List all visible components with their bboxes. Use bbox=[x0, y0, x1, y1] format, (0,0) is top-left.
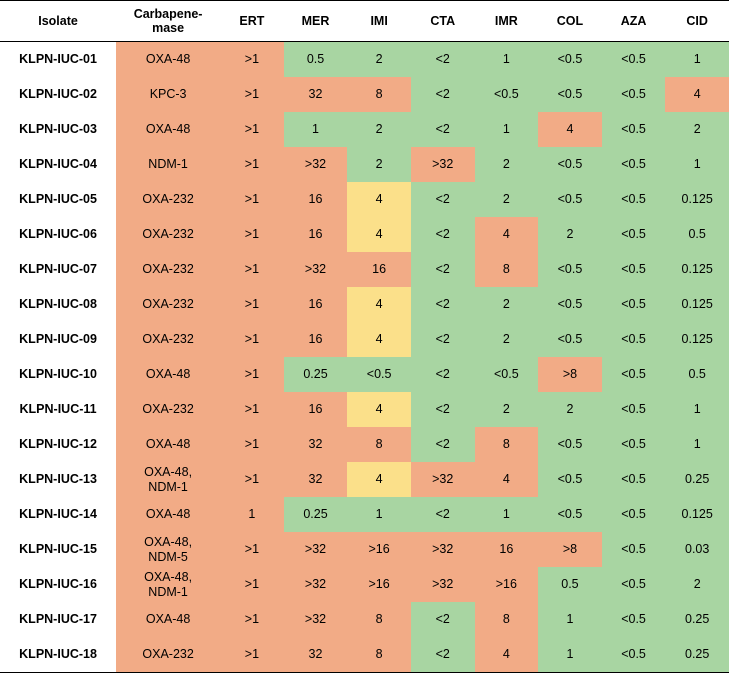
mic-cell-imr: 2 bbox=[475, 392, 539, 427]
isolate-cell: KLPN-IUC-18 bbox=[0, 637, 116, 673]
isolate-cell: KLPN-IUC-04 bbox=[0, 147, 116, 182]
mic-cell-cid: 0.5 bbox=[665, 217, 729, 252]
mic-cell-imi: 1 bbox=[347, 497, 411, 532]
mic-cell-ert: >1 bbox=[220, 287, 284, 322]
mic-cell-cid: 2 bbox=[665, 567, 729, 602]
mic-cell-cid: 0.25 bbox=[665, 602, 729, 637]
carbapenemase-cell: NDM-1 bbox=[116, 147, 220, 182]
carbapenemase-label-line2: mase bbox=[152, 21, 185, 35]
mic-cell-cid: 1 bbox=[665, 147, 729, 182]
table-row bbox=[0, 112, 729, 147]
mic-cell-cta: <2 bbox=[411, 287, 475, 322]
mic-cell-col: <0.5 bbox=[538, 147, 602, 182]
mic-cell-ert: >1 bbox=[220, 427, 284, 462]
mic-cell-mer: 32 bbox=[284, 637, 348, 673]
carbapenemase-cell bbox=[116, 532, 220, 567]
mic-cell-ert: >1 bbox=[220, 147, 284, 182]
mic-cell-imi: 4 bbox=[347, 322, 411, 357]
mic-cell-imi: 4 bbox=[347, 462, 411, 497]
mic-cell-imr: 2 bbox=[475, 287, 539, 322]
mic-cell-aza: <0.5 bbox=[602, 147, 666, 182]
table-row bbox=[0, 567, 729, 602]
mic-cell-ert: >1 bbox=[220, 602, 284, 637]
carbapenemase-cell: OXA-232 bbox=[116, 182, 220, 217]
mic-cell-imr: 8 bbox=[475, 252, 539, 287]
mic-cell-imr: <0.5 bbox=[475, 77, 539, 112]
mic-cell-mer: 1 bbox=[284, 112, 348, 147]
mic-cell-cta: <2 bbox=[411, 112, 475, 147]
column-header-mer: MER bbox=[284, 1, 348, 42]
mic-cell-aza: <0.5 bbox=[602, 532, 666, 567]
mic-cell-ert: >1 bbox=[220, 322, 284, 357]
mic-cell-col: <0.5 bbox=[538, 427, 602, 462]
mic-cell-ert: >1 bbox=[220, 357, 284, 392]
mic-cell-aza: <0.5 bbox=[602, 392, 666, 427]
mic-cell-imi: 8 bbox=[347, 637, 411, 673]
mic-cell-imi: 8 bbox=[347, 427, 411, 462]
mic-cell-ert: >1 bbox=[220, 217, 284, 252]
isolate-cell: KLPN-IUC-10 bbox=[0, 357, 116, 392]
mic-cell-imi: >16 bbox=[347, 532, 411, 567]
isolate-cell: KLPN-IUC-06 bbox=[0, 217, 116, 252]
table-header bbox=[0, 1, 729, 42]
carbapenemase-cell: OXA-48 bbox=[116, 42, 220, 78]
mic-cell-aza: <0.5 bbox=[602, 602, 666, 637]
mic-cell-imr: <0.5 bbox=[475, 357, 539, 392]
mic-cell-aza: <0.5 bbox=[602, 112, 666, 147]
mic-cell-col: <0.5 bbox=[538, 42, 602, 78]
mic-cell-ert: 1 bbox=[220, 497, 284, 532]
mic-cell-col: <0.5 bbox=[538, 322, 602, 357]
mic-cell-aza: <0.5 bbox=[602, 182, 666, 217]
mic-cell-imi: >16 bbox=[347, 567, 411, 602]
mic-cell-cta: <2 bbox=[411, 42, 475, 78]
mic-cell-cta: <2 bbox=[411, 602, 475, 637]
mic-cell-col: <0.5 bbox=[538, 77, 602, 112]
column-header-cta: CTA bbox=[411, 1, 475, 42]
mic-cell-cta: >32 bbox=[411, 532, 475, 567]
mic-cell-cta: <2 bbox=[411, 637, 475, 673]
column-header-col: COL bbox=[538, 1, 602, 42]
table-row bbox=[0, 602, 729, 637]
mic-cell-ert: >1 bbox=[220, 637, 284, 673]
isolate-cell: KLPN-IUC-01 bbox=[0, 42, 116, 78]
mic-cell-aza: <0.5 bbox=[602, 322, 666, 357]
mic-cell-col: 1 bbox=[538, 602, 602, 637]
carbapenemase-cell: OXA-232 bbox=[116, 392, 220, 427]
isolate-cell: KLPN-IUC-11 bbox=[0, 392, 116, 427]
mic-cell-aza: <0.5 bbox=[602, 427, 666, 462]
mic-cell-imr: 1 bbox=[475, 497, 539, 532]
mic-cell-cid: 2 bbox=[665, 112, 729, 147]
mic-cell-imr: >16 bbox=[475, 567, 539, 602]
isolate-cell: KLPN-IUC-13 bbox=[0, 462, 116, 497]
mic-cell-ert: >1 bbox=[220, 392, 284, 427]
table-row bbox=[0, 147, 729, 182]
carbapenemase-cell: OXA-48 bbox=[116, 112, 220, 147]
mic-cell-ert: >1 bbox=[220, 252, 284, 287]
column-header-carbapenemase bbox=[116, 1, 220, 42]
mic-cell-ert: >1 bbox=[220, 77, 284, 112]
carbapenemase-line2: NDM-1 bbox=[148, 584, 188, 599]
mic-cell-mer: >32 bbox=[284, 567, 348, 602]
mic-cell-cid: 1 bbox=[665, 427, 729, 462]
table-row bbox=[0, 77, 729, 112]
carbapenemase-cell: OXA-48 bbox=[116, 497, 220, 532]
mic-cell-cid: 1 bbox=[665, 42, 729, 78]
mic-cell-imi: 4 bbox=[347, 392, 411, 427]
mic-cell-aza: <0.5 bbox=[602, 462, 666, 497]
carbapenemase-cell: OXA-232 bbox=[116, 322, 220, 357]
mic-cell-cid: 0.5 bbox=[665, 357, 729, 392]
mic-cell-imr: 2 bbox=[475, 182, 539, 217]
mic-cell-imr: 2 bbox=[475, 147, 539, 182]
mic-cell-ert: >1 bbox=[220, 567, 284, 602]
mic-cell-cid: 0.25 bbox=[665, 637, 729, 673]
mic-cell-mer: 16 bbox=[284, 392, 348, 427]
mic-cell-cid: 0.125 bbox=[665, 322, 729, 357]
mic-cell-imi: 4 bbox=[347, 217, 411, 252]
table-row bbox=[0, 637, 729, 673]
mic-cell-mer: 0.25 bbox=[284, 497, 348, 532]
table-row bbox=[0, 357, 729, 392]
mic-cell-cid: 0.03 bbox=[665, 532, 729, 567]
isolate-cell: KLPN-IUC-07 bbox=[0, 252, 116, 287]
mic-cell-imi: 16 bbox=[347, 252, 411, 287]
mic-cell-cid: 0.125 bbox=[665, 182, 729, 217]
mic-cell-aza: <0.5 bbox=[602, 287, 666, 322]
isolate-cell: KLPN-IUC-16 bbox=[0, 567, 116, 602]
mic-cell-cta: <2 bbox=[411, 217, 475, 252]
isolate-cell: KLPN-IUC-05 bbox=[0, 182, 116, 217]
mic-cell-cid: 1 bbox=[665, 392, 729, 427]
mic-cell-col: 4 bbox=[538, 112, 602, 147]
mic-cell-aza: <0.5 bbox=[602, 637, 666, 673]
mic-cell-aza: <0.5 bbox=[602, 497, 666, 532]
mic-cell-col: <0.5 bbox=[538, 182, 602, 217]
mic-cell-cid: 0.125 bbox=[665, 497, 729, 532]
mic-cell-col: <0.5 bbox=[538, 252, 602, 287]
mic-cell-ert: >1 bbox=[220, 112, 284, 147]
mic-cell-imr: 16 bbox=[475, 532, 539, 567]
mic-cell-mer: >32 bbox=[284, 602, 348, 637]
isolate-cell: KLPN-IUC-12 bbox=[0, 427, 116, 462]
mic-cell-cta: <2 bbox=[411, 357, 475, 392]
carbapenemase-line1: OXA-48, bbox=[144, 570, 193, 585]
mic-cell-imi: 4 bbox=[347, 287, 411, 322]
table-row bbox=[0, 532, 729, 567]
mic-cell-mer: >32 bbox=[284, 532, 348, 567]
mic-cell-ert: >1 bbox=[220, 462, 284, 497]
isolate-cell: KLPN-IUC-17 bbox=[0, 602, 116, 637]
mic-cell-imi: 2 bbox=[347, 42, 411, 78]
carbapenemase-cell: OXA-232 bbox=[116, 637, 220, 673]
mic-cell-imr: 4 bbox=[475, 462, 539, 497]
mic-cell-col: 1 bbox=[538, 637, 602, 673]
carbapenemase-cell: OXA-48 bbox=[116, 602, 220, 637]
mic-cell-ert: >1 bbox=[220, 532, 284, 567]
table-row bbox=[0, 42, 729, 78]
isolate-cell: KLPN-IUC-15 bbox=[0, 532, 116, 567]
carbapenemase-cell: OXA-232 bbox=[116, 252, 220, 287]
column-header-aza: AZA bbox=[602, 1, 666, 42]
mic-cell-mer: 16 bbox=[284, 287, 348, 322]
table-row bbox=[0, 182, 729, 217]
mic-cell-aza: <0.5 bbox=[602, 357, 666, 392]
mic-cell-col: >8 bbox=[538, 357, 602, 392]
mic-cell-imr: 4 bbox=[475, 217, 539, 252]
mic-cell-mer: 16 bbox=[284, 322, 348, 357]
mic-cell-mer: >32 bbox=[284, 252, 348, 287]
mic-cell-aza: <0.5 bbox=[602, 42, 666, 78]
carbapenemase-cell bbox=[116, 567, 220, 602]
isolate-cell: KLPN-IUC-08 bbox=[0, 287, 116, 322]
mic-cell-imi: 8 bbox=[347, 77, 411, 112]
carbapenemase-line1: OXA-48, bbox=[144, 535, 193, 550]
mic-cell-aza: <0.5 bbox=[602, 252, 666, 287]
column-header-isolate: Isolate bbox=[0, 1, 116, 42]
mic-cell-col: >8 bbox=[538, 532, 602, 567]
mic-cell-imr: 1 bbox=[475, 112, 539, 147]
table-row bbox=[0, 252, 729, 287]
mic-cell-cta: <2 bbox=[411, 392, 475, 427]
mic-cell-mer: >32 bbox=[284, 147, 348, 182]
mic-cell-cta: >32 bbox=[411, 567, 475, 602]
carbapenemase-cell: KPC-3 bbox=[116, 77, 220, 112]
mic-cell-col: 0.5 bbox=[538, 567, 602, 602]
mic-cell-col: 2 bbox=[538, 392, 602, 427]
column-header-cid: CID bbox=[665, 1, 729, 42]
carbapenemase-line2: NDM-5 bbox=[148, 549, 188, 564]
mic-cell-cta: <2 bbox=[411, 182, 475, 217]
mic-cell-cta: <2 bbox=[411, 427, 475, 462]
mic-cell-col: <0.5 bbox=[538, 287, 602, 322]
table-row bbox=[0, 322, 729, 357]
carbapenemase-cell: OXA-48 bbox=[116, 357, 220, 392]
mic-cell-imr: 1 bbox=[475, 42, 539, 78]
mic-cell-imr: 8 bbox=[475, 602, 539, 637]
carbapenemase-cell: OXA-232 bbox=[116, 287, 220, 322]
mic-cell-mer: 16 bbox=[284, 182, 348, 217]
table-row bbox=[0, 427, 729, 462]
isolate-cell: KLPN-IUC-14 bbox=[0, 497, 116, 532]
mic-cell-cta: <2 bbox=[411, 322, 475, 357]
mic-cell-cid: 0.25 bbox=[665, 462, 729, 497]
mic-cell-cta: >32 bbox=[411, 147, 475, 182]
mic-cell-mer: 32 bbox=[284, 462, 348, 497]
mic-cell-mer: 32 bbox=[284, 77, 348, 112]
mic-cell-imi: 2 bbox=[347, 112, 411, 147]
carbapenemase-line1: OXA-48, bbox=[144, 465, 193, 480]
carbapenemase-cell bbox=[116, 462, 220, 497]
mic-cell-cta: <2 bbox=[411, 77, 475, 112]
table-row bbox=[0, 392, 729, 427]
column-header-imr: IMR bbox=[475, 1, 539, 42]
isolate-cell: KLPN-IUC-02 bbox=[0, 77, 116, 112]
mic-cell-cid: 0.125 bbox=[665, 287, 729, 322]
mic-cell-imi: <0.5 bbox=[347, 357, 411, 392]
mic-cell-imr: 2 bbox=[475, 322, 539, 357]
mic-cell-aza: <0.5 bbox=[602, 77, 666, 112]
column-header-imi: IMI bbox=[347, 1, 411, 42]
mic-cell-cta: >32 bbox=[411, 462, 475, 497]
isolate-cell: KLPN-IUC-09 bbox=[0, 322, 116, 357]
mic-cell-cid: 0.125 bbox=[665, 252, 729, 287]
table-row bbox=[0, 287, 729, 322]
table-row bbox=[0, 497, 729, 532]
mic-cell-mer: 0.25 bbox=[284, 357, 348, 392]
carbapenemase-cell: OXA-48 bbox=[116, 427, 220, 462]
header-row bbox=[0, 1, 729, 42]
mic-cell-imr: 4 bbox=[475, 637, 539, 673]
mic-cell-col: <0.5 bbox=[538, 497, 602, 532]
mic-cell-aza: <0.5 bbox=[602, 217, 666, 252]
carbapenemase-cell: OXA-232 bbox=[116, 217, 220, 252]
mic-cell-imi: 8 bbox=[347, 602, 411, 637]
table-row bbox=[0, 217, 729, 252]
mic-cell-imr: 8 bbox=[475, 427, 539, 462]
mic-cell-imi: 2 bbox=[347, 147, 411, 182]
mic-cell-col: <0.5 bbox=[538, 462, 602, 497]
mic-cell-imi: 4 bbox=[347, 182, 411, 217]
isolate-cell: KLPN-IUC-03 bbox=[0, 112, 116, 147]
mic-cell-cid: 4 bbox=[665, 77, 729, 112]
mic-cell-mer: 0.5 bbox=[284, 42, 348, 78]
carbapenemase-line2: NDM-1 bbox=[148, 479, 188, 494]
mic-cell-ert: >1 bbox=[220, 42, 284, 78]
table-body bbox=[0, 42, 729, 673]
mic-cell-ert: >1 bbox=[220, 182, 284, 217]
mic-cell-aza: <0.5 bbox=[602, 567, 666, 602]
mic-cell-mer: 16 bbox=[284, 217, 348, 252]
carbapenemase-label-line1: Carbapene- bbox=[133, 7, 203, 21]
mic-cell-cta: <2 bbox=[411, 252, 475, 287]
mic-cell-col: 2 bbox=[538, 217, 602, 252]
table-row bbox=[0, 462, 729, 497]
mic-cell-mer: 32 bbox=[284, 427, 348, 462]
column-header-ert: ERT bbox=[220, 1, 284, 42]
mic-cell-cta: <2 bbox=[411, 497, 475, 532]
